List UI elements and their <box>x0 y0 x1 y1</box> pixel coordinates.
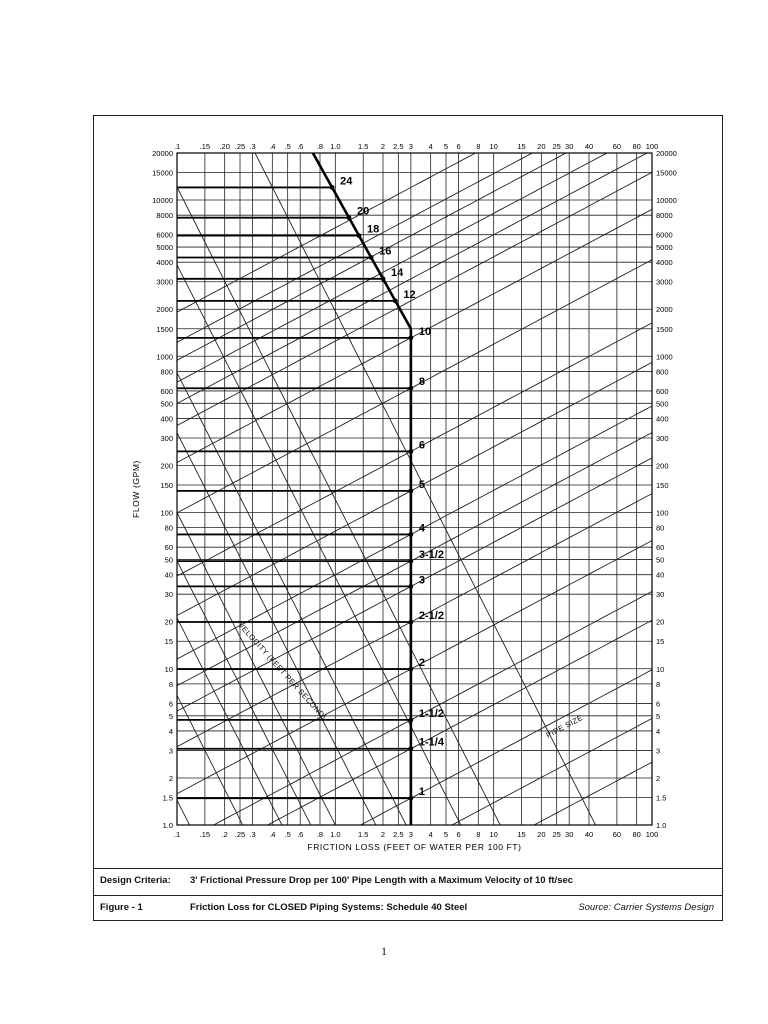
y-tick-label-left: 20000 <box>152 149 173 158</box>
design-criteria-text: 3' Frictional Pressure Drop per 100' Pipe Length with a Maximum Velocity of 10 ft/sec <box>190 875 574 886</box>
pipe-size-line <box>177 362 652 615</box>
x-tick-label-bottom: .3 <box>249 830 256 839</box>
y-tick-label-right: 15 <box>656 637 665 647</box>
design-point <box>408 796 413 801</box>
pipe-size-label: 1 <box>418 786 426 799</box>
x-tick-label-top: 4 <box>428 142 433 151</box>
y-tick-label-right: 1000 <box>656 352 673 362</box>
pipe-size-label: 2-1/2 <box>418 610 444 623</box>
design-point <box>330 185 335 190</box>
pipe-size-line <box>177 129 652 382</box>
x-tick-label-top: 100 <box>645 142 659 151</box>
figure-caption-row <box>94 895 722 920</box>
x-tick-label-top: .15 <box>199 142 211 151</box>
y-tick-label-left: 2 <box>168 773 173 783</box>
x-tick-label-top: .6 <box>297 142 304 151</box>
y-tick-label-right: 40 <box>656 570 665 580</box>
pipe-size-label: 3 <box>418 574 426 587</box>
y-tick-label-right: 400 <box>656 414 669 424</box>
design-point <box>408 449 413 454</box>
y-tick-label-right: 15000 <box>656 168 677 178</box>
x-tick-label-top: .5 <box>284 142 291 151</box>
y-tick-label-left: 200 <box>160 461 173 471</box>
y-tick-label-left: 300 <box>160 433 173 443</box>
design-point <box>347 215 352 220</box>
y-tick-label-left: 15 <box>164 637 173 647</box>
y-tick-label-left: 60 <box>164 543 173 553</box>
y-tick-label-left: 100 <box>160 508 173 518</box>
x-tick-label-bottom: 100 <box>645 830 659 839</box>
y-tick-label-left: 50 <box>164 555 173 565</box>
x-tick-label-top: 2 <box>380 142 386 151</box>
y-tick-label-right: 60 <box>656 543 665 553</box>
x-tick-label-bottom: 10 <box>489 830 498 839</box>
x-tick-label-bottom: 2 <box>380 830 386 839</box>
design-point <box>408 718 413 723</box>
x-tick-label-top: 2.5 <box>393 142 404 151</box>
x-tick-label-top: 6 <box>456 142 461 151</box>
y-tick-label-left: 80 <box>164 523 173 533</box>
y-tick-label-right: 1.5 <box>656 793 667 803</box>
pipe-size-line <box>177 116 652 312</box>
x-tick-label-top: 3 <box>408 142 413 151</box>
x-tick-label-bottom: 8 <box>476 830 481 839</box>
x-tick-label-bottom: 80 <box>632 830 641 839</box>
x-tick-label-top: 5 <box>443 142 449 151</box>
y-tick-label-left: 4 <box>168 726 173 736</box>
y-tick-label-right: 500 <box>656 399 669 409</box>
y-tick-label-right: 5 <box>656 711 661 721</box>
x-tick-label-top: 40 <box>584 142 594 151</box>
y-tick-label-right: 4000 <box>656 258 673 268</box>
pipe-size-line <box>177 406 652 659</box>
design-point <box>408 488 413 493</box>
design-point <box>408 584 413 589</box>
x-tick-label-top: 20 <box>537 142 546 151</box>
x-tick-label-top: 10 <box>489 142 498 151</box>
y-tick-label-left: 5000 <box>156 243 173 253</box>
y-tick-label-left: 3000 <box>156 277 173 287</box>
design-point <box>408 335 413 340</box>
y-tick-label-left: 150 <box>160 481 173 491</box>
y-tick-label-left: 5 <box>168 711 173 721</box>
design-point <box>408 746 413 751</box>
y-tick-label-right: 3000 <box>656 277 673 287</box>
plot-lines <box>177 116 652 868</box>
x-tick-label-bottom: 40 <box>584 830 594 839</box>
pipe-size-line <box>177 433 652 686</box>
x-tick-label-bottom: 6 <box>456 830 461 839</box>
x-tick-label-top: .25 <box>234 142 246 151</box>
y-tick-label-right: 1.0 <box>656 821 667 830</box>
design-point <box>369 255 374 260</box>
y-tick-label-right: 6000 <box>656 230 673 240</box>
y-tick-label-left: 30 <box>164 590 173 600</box>
x-tick-label-bottom: 5 <box>443 830 449 839</box>
y-tick-label-right: 10 <box>656 664 665 674</box>
velocity-line <box>177 433 652 868</box>
figure-title: Friction Loss for CLOSED Piping Systems: Schedule 40 Steel <box>190 902 468 913</box>
y-tick-label-left: 8 <box>168 679 173 689</box>
y-tick-label-left: 1000 <box>156 352 173 362</box>
design-point <box>408 620 413 625</box>
y-tick-label-left: 6 <box>168 699 173 709</box>
x-tick-label-top: .20 <box>219 142 230 151</box>
y-tick-label-left: 15000 <box>152 168 173 178</box>
y-tick-label-right: 3 <box>656 746 661 756</box>
pipe-size-label: 2 <box>418 657 426 670</box>
y-axis-title: FLOW (GPM) <box>131 460 141 518</box>
y-tick-label-left: 800 <box>160 367 173 377</box>
y-tick-label-right: 150 <box>656 481 669 491</box>
pipe-size-label: 24 <box>340 175 353 188</box>
pipe-size-label: 3-1/2 <box>418 549 444 562</box>
pipe-size-annotation: PIPE SIZE <box>544 712 585 740</box>
x-tick-label-bottom: 2.5 <box>393 830 404 839</box>
x-tick-label-bottom: .4 <box>269 830 276 839</box>
velocity-line <box>177 265 652 868</box>
y-tick-label-right: 6 <box>656 699 661 709</box>
y-tick-label-right: 2 <box>656 773 661 783</box>
y-tick-label-right: 600 <box>656 386 669 396</box>
pipe-size-line <box>177 116 652 342</box>
velocity-annotation: VELOCITY (FEET PER SECOND) <box>236 620 329 722</box>
x-tick-label-bottom: .5 <box>284 830 291 839</box>
x-tick-label-top: 15 <box>517 142 526 151</box>
y-tick-label-left: 40 <box>164 570 173 580</box>
x-tick-label-top: .8 <box>316 142 324 151</box>
y-tick-label-left: 10 <box>164 664 173 674</box>
y-tick-label-left: 10000 <box>152 196 173 206</box>
design-point <box>393 298 398 303</box>
x-tick-label-bottom: 3 <box>408 830 413 839</box>
x-tick-label-bottom: .2 <box>221 830 228 839</box>
x-tick-label-bottom: 20 <box>537 830 546 839</box>
y-tick-label-right: 200 <box>656 461 669 471</box>
pipe-size-label: 6 <box>418 439 426 452</box>
x-tick-label-bottom: .15 <box>199 830 211 839</box>
y-tick-label-left: 600 <box>160 386 173 396</box>
velocity-line <box>177 513 652 869</box>
y-tick-label-right: 2000 <box>656 305 673 315</box>
x-tick-label-top: .3 <box>249 142 256 151</box>
y-tick-label-left: 3 <box>168 746 173 756</box>
y-tick-label-right: 10000 <box>656 196 677 206</box>
x-tick-label-bottom: .1 <box>173 830 181 839</box>
y-tick-label-right: 4 <box>656 726 661 736</box>
pipe-size-label: 16 <box>379 245 392 258</box>
x-tick-label-bottom: 1.0 <box>330 830 341 839</box>
x-tick-label-bottom: 4 <box>428 830 433 839</box>
pipe-size-label: 18 <box>366 223 380 236</box>
y-tick-label-left: 500 <box>160 399 173 409</box>
y-tick-label-right: 100 <box>656 508 669 518</box>
pipe-size-label: 14 <box>391 266 404 279</box>
friction-loss-chart <box>94 116 722 868</box>
pipe-size-line <box>177 670 652 868</box>
pipe-size-line <box>177 323 652 576</box>
page-number: 1 <box>381 944 387 958</box>
y-tick-label-left: 400 <box>160 414 173 424</box>
x-tick-label-bottom: 15 <box>517 830 526 839</box>
design-criteria-label: Design Criteria: <box>100 875 171 886</box>
y-tick-label-right: 20000 <box>656 149 677 158</box>
design-point <box>408 532 413 537</box>
x-tick-label-bottom: .25 <box>234 830 246 839</box>
y-tick-label-right: 20 <box>656 617 665 627</box>
x-tick-label-bottom: 1.5 <box>357 830 369 839</box>
x-tick-label-top: 60 <box>612 142 622 151</box>
figure-source: Source: Carrier Systems Design <box>578 902 714 913</box>
x-axis-title: FRICTION LOSS (FEET OF WATER PER 100 FT) <box>307 842 522 852</box>
velocity-line <box>177 116 652 868</box>
y-tick-label-left: 20 <box>164 617 173 627</box>
design-point <box>408 559 413 564</box>
y-tick-label-right: 30 <box>656 590 665 600</box>
x-tick-label-bottom: .6 <box>297 830 304 839</box>
chart-area <box>94 116 722 868</box>
x-tick-label-bottom: 25 <box>552 830 561 839</box>
x-tick-label-top: 8 <box>476 142 481 151</box>
pipe-size-label: 12 <box>403 288 416 301</box>
pipe-size-label: 10 <box>418 325 432 338</box>
y-tick-label-left: 1500 <box>156 324 173 334</box>
pipe-size-label: 1-1/2 <box>418 707 444 720</box>
pipe-size-line <box>177 620 652 868</box>
figure-frame <box>93 115 723 921</box>
pipe-size-line <box>177 494 652 747</box>
y-tick-label-left: 2000 <box>156 305 173 315</box>
x-tick-label-top: .4 <box>269 142 276 151</box>
x-tick-label-top: 30 <box>565 142 574 151</box>
design-point <box>408 386 413 391</box>
x-tick-label-bottom: .8 <box>316 830 324 839</box>
y-tick-label-left: 1.0 <box>162 821 173 830</box>
pipe-size-label: 1-1/4 <box>418 736 444 749</box>
y-tick-label-left: 4000 <box>156 258 173 268</box>
design-point <box>381 276 386 281</box>
y-tick-label-right: 80 <box>656 523 665 533</box>
y-tick-label-right: 50 <box>656 555 665 565</box>
x-tick-label-top: 1.5 <box>357 142 369 151</box>
pipe-size-line <box>177 541 652 794</box>
y-tick-label-left: 8000 <box>156 211 173 221</box>
design-criteria-row <box>94 868 722 895</box>
pipe-size-label: 5 <box>418 478 426 491</box>
pipe-size-label: 8 <box>418 376 426 389</box>
design-point <box>357 233 362 238</box>
y-tick-label-right: 300 <box>656 433 669 443</box>
pipe-size-line <box>177 458 652 711</box>
y-tick-label-right: 5000 <box>656 243 673 253</box>
y-tick-label-right: 8000 <box>656 211 673 221</box>
x-tick-label-top: .1 <box>173 142 181 151</box>
x-tick-label-top: 25 <box>552 142 561 151</box>
x-tick-label-bottom: 30 <box>565 830 574 839</box>
velocity-line <box>177 800 652 868</box>
pipe-size-label: 4 <box>418 522 426 535</box>
pipe-size-label: 20 <box>356 205 370 218</box>
y-tick-label-right: 800 <box>656 367 669 377</box>
y-tick-label-left: 1.5 <box>162 793 173 803</box>
x-tick-label-top: 80 <box>632 142 641 151</box>
design-point <box>408 667 413 672</box>
y-tick-label-right: 1500 <box>656 324 673 334</box>
x-tick-label-bottom: 60 <box>612 830 622 839</box>
x-tick-label-top: 1.0 <box>330 142 341 151</box>
figure-label: Figure - 1 <box>100 902 143 913</box>
y-tick-label-left: 6000 <box>156 230 173 240</box>
y-tick-label-right: 8 <box>656 679 661 689</box>
